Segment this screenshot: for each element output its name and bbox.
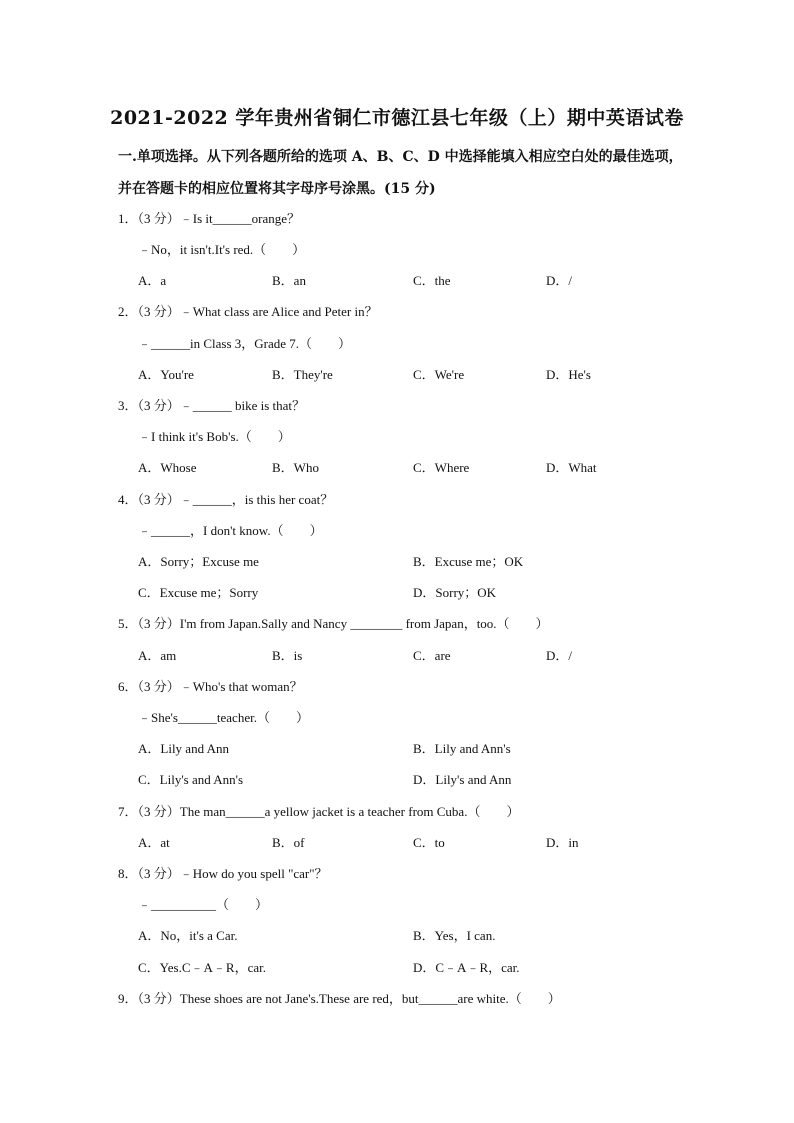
question-3-option-b: B．Who — [272, 460, 319, 475]
question-1-option-a: A．a — [138, 273, 167, 288]
question-2-option-d: D．He's — [546, 367, 591, 382]
question-5-option-c: C．are — [413, 648, 451, 663]
question-3-stem: 3．（3 分）﹣______ bike is that？ — [118, 398, 306, 413]
question-4-stem: 4．（3 分）﹣______，is this her coat？ — [118, 492, 334, 507]
question-1-stem: 1．（3 分）﹣Is it______orange？ — [118, 211, 300, 226]
question-3-option-c: C．Where — [413, 460, 470, 475]
question-2-option-a: A．You're — [138, 367, 194, 382]
question-5-stem: 5．（3 分）I'm from Japan.Sally and Nancy ________ from Japan，too.（ ） — [118, 616, 549, 631]
question-7-option-b: B．of — [272, 835, 305, 850]
question-4-option-c: C．Excuse me；Sorry — [138, 585, 259, 600]
question-5-option-a: A．am — [138, 648, 177, 663]
question-1-option-c: C．the — [413, 273, 451, 288]
question-3-sub: ﹣I think it's Bob's.（ ） — [138, 429, 291, 444]
question-6-option-c: C．Lily's and Ann's — [138, 772, 244, 787]
question-2-option-b: B．They're — [272, 367, 333, 382]
question-8-stem: 8．（3 分）﹣How do you spell "car"？ — [118, 866, 328, 881]
question-4-sub: ﹣______，I don't know.（ ） — [138, 523, 323, 538]
section-instruction-line-1: 一.单项选择。从下列各题所给的选项 A、B、C、D 中选择能填入相应空白处的最佳选项， — [118, 149, 683, 165]
question-6-option-b: B．Lily and Ann's — [413, 741, 511, 756]
question-6-option-d: D．Lily's and Ann — [413, 772, 512, 787]
question-8-option-b: B．Yes，I can. — [413, 928, 496, 943]
question-8-option-c: C．Yes.C﹣A﹣R，car. — [138, 960, 266, 975]
question-7-option-d: D．in — [546, 835, 579, 850]
question-8-option-d: D．C﹣A﹣R，car. — [413, 960, 520, 975]
question-2-stem: 2．（3 分）﹣What class are Alice and Peter in？ — [118, 304, 378, 319]
question-6-option-a: A．Lily and Ann — [138, 741, 229, 756]
question-2-option-c: C．We're — [413, 367, 465, 382]
question-6-stem: 6．（3 分）﹣Who's that woman？ — [118, 679, 303, 694]
question-6-sub: ﹣She's______teacher.（ ） — [138, 710, 309, 725]
question-7-option-a: A．at — [138, 835, 170, 850]
section-instruction-line-2: 并在答题卡的相应位置将其字母序号涂黑。(15 分) — [118, 181, 436, 197]
question-4-option-d: D．Sorry；OK — [413, 585, 497, 600]
question-5-option-b: B．is — [272, 648, 303, 663]
question-7-stem: 7．（3 分）The man______a yellow jacket is a teacher from Cuba.（ ） — [118, 804, 520, 819]
question-7-option-c: C．to — [413, 835, 445, 850]
question-4-option-a: A．Sorry；Excuse me — [138, 554, 259, 569]
question-4-option-b: B．Excuse me；OK — [413, 554, 524, 569]
page-title: 2021-2022 学年贵州省铜仁市德江县七年级（上）期中英语试卷 — [110, 107, 684, 129]
question-1-sub: ﹣No，it isn't.It's red.（ ） — [138, 242, 306, 257]
question-3-option-a: A．Whose — [138, 460, 197, 475]
question-8-sub: ﹣__________（ ） — [138, 897, 269, 912]
question-1-option-d: D．/ — [546, 273, 573, 288]
question-9-stem: 9．（3 分）These shoes are not Jane's.These are red，but______are white.（ ） — [118, 991, 561, 1006]
question-3-option-d: D．What — [546, 460, 597, 475]
question-2-sub: ﹣______in Class 3，Grade 7.（ ） — [138, 336, 352, 351]
question-1-option-b: B．an — [272, 273, 306, 288]
question-5-option-d: D．/ — [546, 648, 573, 663]
question-8-option-a: A．No，it's a Car. — [138, 928, 238, 943]
